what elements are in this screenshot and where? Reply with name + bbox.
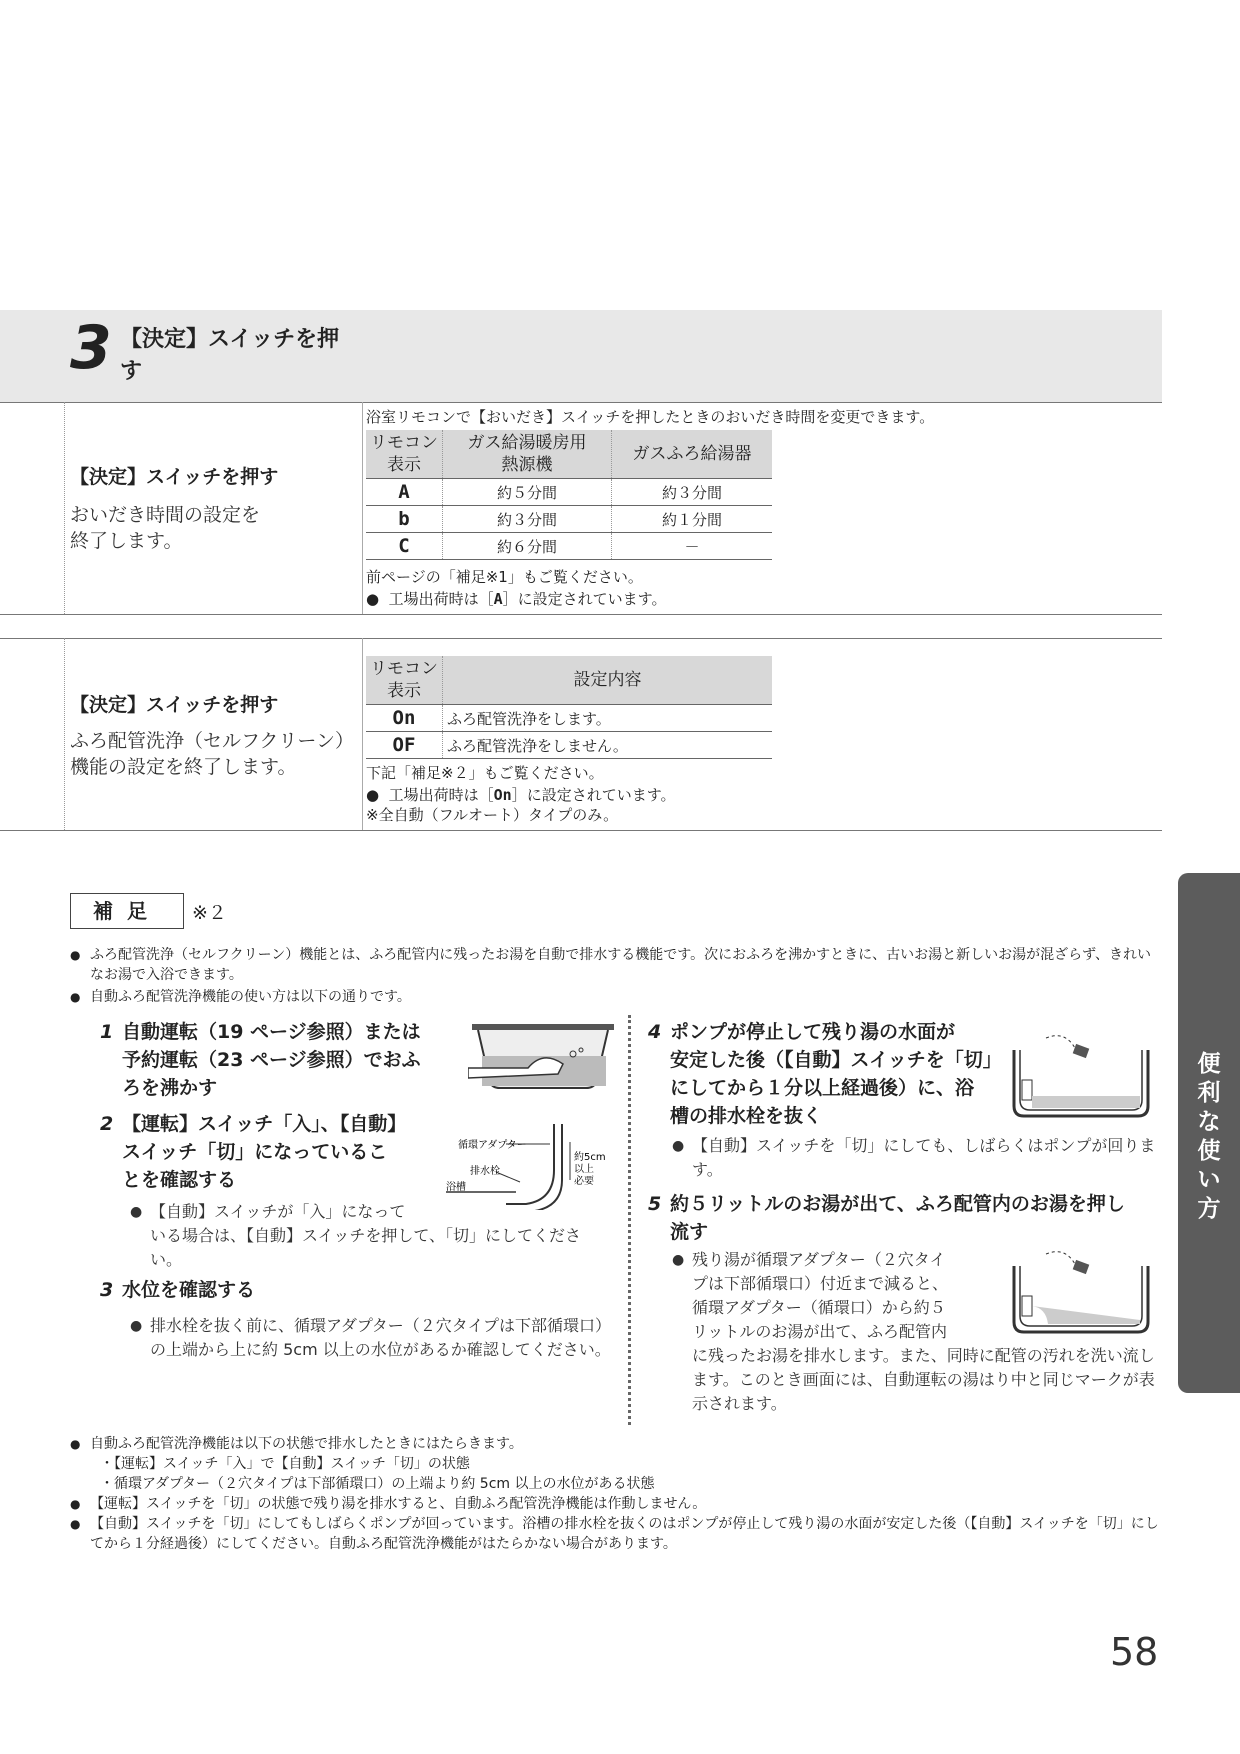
step-4-note: ● 【自動】スイッチを「切」にしても、しばらくはポンプが回ります。 — [692, 1134, 1162, 1182]
section2-note1: 下記「補足※２」もご覧ください。 — [366, 764, 604, 782]
section2-note3: ※全自動（フルオート）タイプのみ。 — [366, 806, 619, 824]
step-title: 【決定】スイッチを押す — [120, 327, 340, 384]
drain-flush-illustration — [1006, 1246, 1156, 1336]
section1-description — [70, 502, 260, 554]
step-3-note: ● 排水栓を抜く前に、循環アダプター（２穴タイプは下部循環口）の上端から上に約 5cm 以上の水位があるか確認してください。 — [150, 1314, 614, 1362]
footer-sub-1: ・【運転】スイッチ「入」で【自動】スイッチ「切」の状態 — [100, 1456, 470, 1472]
lcd-code: A — [366, 479, 443, 506]
footer-bullet-1: ● 自動ふろ配管洗浄機能は以下の状態で排水したときにはたらきます。 — [90, 1434, 1162, 1454]
hosoku-mark: ※２ — [192, 902, 227, 924]
section2-heading: 【決定】スイッチを押す — [70, 694, 279, 716]
section2-bottom-rule — [0, 830, 1162, 831]
section1-heading: 【決定】スイッチを押す — [70, 466, 279, 488]
section1-bottom-rule — [0, 614, 1162, 615]
oidaki-time-table — [366, 430, 772, 560]
diagram-above-label: 以上 — [574, 1164, 594, 1175]
step-2-note: ● 【自動】スイッチが「入」になって いる場合は、【自動】スイッチを押して、「切」にしてください。 — [150, 1200, 610, 1272]
step-5-note-b: に残ったお湯を排水します。また、同時に配管の汚れを洗い流します。このとき画面には、自動運転の湯はり中と同じマークが表示されます。 — [692, 1346, 1155, 1413]
drain-plug-illustration — [1006, 1030, 1156, 1120]
section1-intro: 浴室リモコンで【おいだき】スイッチを押したときのおいだき時間を変更できます。 — [366, 408, 935, 426]
col-heat-source: ガス給湯暖房用 熱源機 — [443, 430, 612, 479]
section1-note2: ● 工場出荷時は［A］に設定されています。 — [366, 590, 667, 608]
table-row: OF ふろ配管洗浄をしません。 — [366, 732, 772, 759]
diagram-adapter-label: 循環アダプター — [458, 1140, 527, 1151]
step-number: 3 — [70, 313, 112, 383]
side-tab-label: 便利な使い方 — [1197, 1051, 1221, 1222]
section1-right-border — [362, 402, 363, 614]
bathtub-hand-illustration — [468, 1020, 618, 1092]
section1-desc-line1: おいだき時間の設定を — [70, 504, 261, 526]
diagram-distance-label: 約5cm — [574, 1152, 606, 1163]
lcd-code: On — [366, 705, 443, 732]
lcd-code: b — [366, 506, 443, 533]
column-divider — [628, 1015, 631, 1425]
footer-bullet-2: ● 【運転】スイッチを「切」の状態で残り湯を排水すると、自動ふろ配管洗浄機能は作動しません。 — [90, 1494, 1162, 1514]
section2-description — [70, 728, 354, 780]
lcd-code: OF — [366, 732, 443, 759]
col-remote-display: リモコン 表示 — [366, 430, 443, 479]
section1-desc-line2: 終了します。 — [70, 530, 183, 552]
table-row: A 約５分間 約３分間 — [366, 479, 772, 506]
diagram-plug-label: 排水栓 — [470, 1166, 500, 1177]
diagram-required-label: 必要 — [574, 1176, 594, 1187]
step-5-note-a: ● 残り湯が循環アダプター（２穴タイ プは下部循環口）付近まで減ると、 循環アダプター（循環口）から約５ リットルのお湯が出て、ふろ配管内 — [692, 1248, 1002, 1344]
col-remote-display: リモコン 表示 — [366, 656, 443, 705]
hosoku-label: 補足 — [70, 893, 184, 929]
section1-divider — [64, 402, 65, 614]
diagram-tub-label: 浴槽 — [446, 1182, 466, 1193]
self-clean-table — [366, 656, 772, 759]
section1-note1: 前ページの「補足※1」もご覧ください。 — [366, 568, 643, 586]
col-setting: 設定内容 — [443, 656, 773, 705]
page-number: 58 — [1110, 1630, 1159, 1674]
section2-right-border — [362, 638, 363, 830]
step-4: 4 ポンプが停止して残り湯の水面が 安定した後（【自動】スイッチを「切」 にしてから１分以上経過後）に、浴 槽の排水栓を抜く — [648, 1021, 1002, 1127]
table-row: C 約６分間 － — [366, 533, 772, 560]
col-bath-heater: ガスふろ給湯器 — [612, 430, 773, 479]
intro-bullet-1: ● ふろ配管洗浄（セルフクリーン）機能とは、ふろ配管内に残ったお湯を自動で排水する機能です。次におふろを沸かすときに、古いお湯と新しいお湯が混ざらず、きれいなお湯で入浴できます。 — [90, 945, 1162, 985]
step-2: 2 【運転】スイッチ「入」、【自動】 スイッチ「切」になっているこ とを確認する — [100, 1113, 407, 1191]
section2-note2: ● 工場出荷時は［On］に設定されています。 — [366, 786, 676, 804]
section2-desc-line1: ふろ配管洗浄（セルフクリーン） — [70, 730, 355, 752]
section2-top-rule — [0, 638, 1162, 639]
table-row: b 約３分間 約１分間 — [366, 506, 772, 533]
step-1: 1 自動運転（19 ページ参照）または 予約運転（23 ページ参照）でおふ ろを沸かす — [100, 1021, 421, 1099]
step-5: 5 約５リットルのお湯が出て、ふろ配管内のお湯を押し 流す — [648, 1193, 1125, 1243]
table-row: On ふろ配管洗浄をします。 — [366, 705, 772, 732]
section2-divider — [64, 638, 65, 830]
footer-sub-2: ・循環アダプター（２穴タイプは下部循環口）の上端より約 5cm 以上の水位がある状態 — [100, 1476, 655, 1492]
adapter-diagram — [446, 1120, 616, 1210]
lcd-code: C — [366, 533, 443, 560]
step-3: 3 水位を確認する — [100, 1279, 256, 1301]
section2-desc-line2: 機能の設定を終了します。 — [70, 756, 297, 778]
intro-bullet-2: ● 自動ふろ配管洗浄機能の使い方は以下の通りです。 — [90, 987, 1162, 1007]
footer-bullet-3: ● 【自動】スイッチを「切」にしてもしばらくポンプが回っています。浴槽の排水栓を抜くのはポンプが停止して残り湯の水面が安定した後（【自動】スイッチを「切」にしてから１分経過後）にしてください。自動ふろ配管洗浄機能がはたらかない場合があります。 — [90, 1514, 1162, 1554]
